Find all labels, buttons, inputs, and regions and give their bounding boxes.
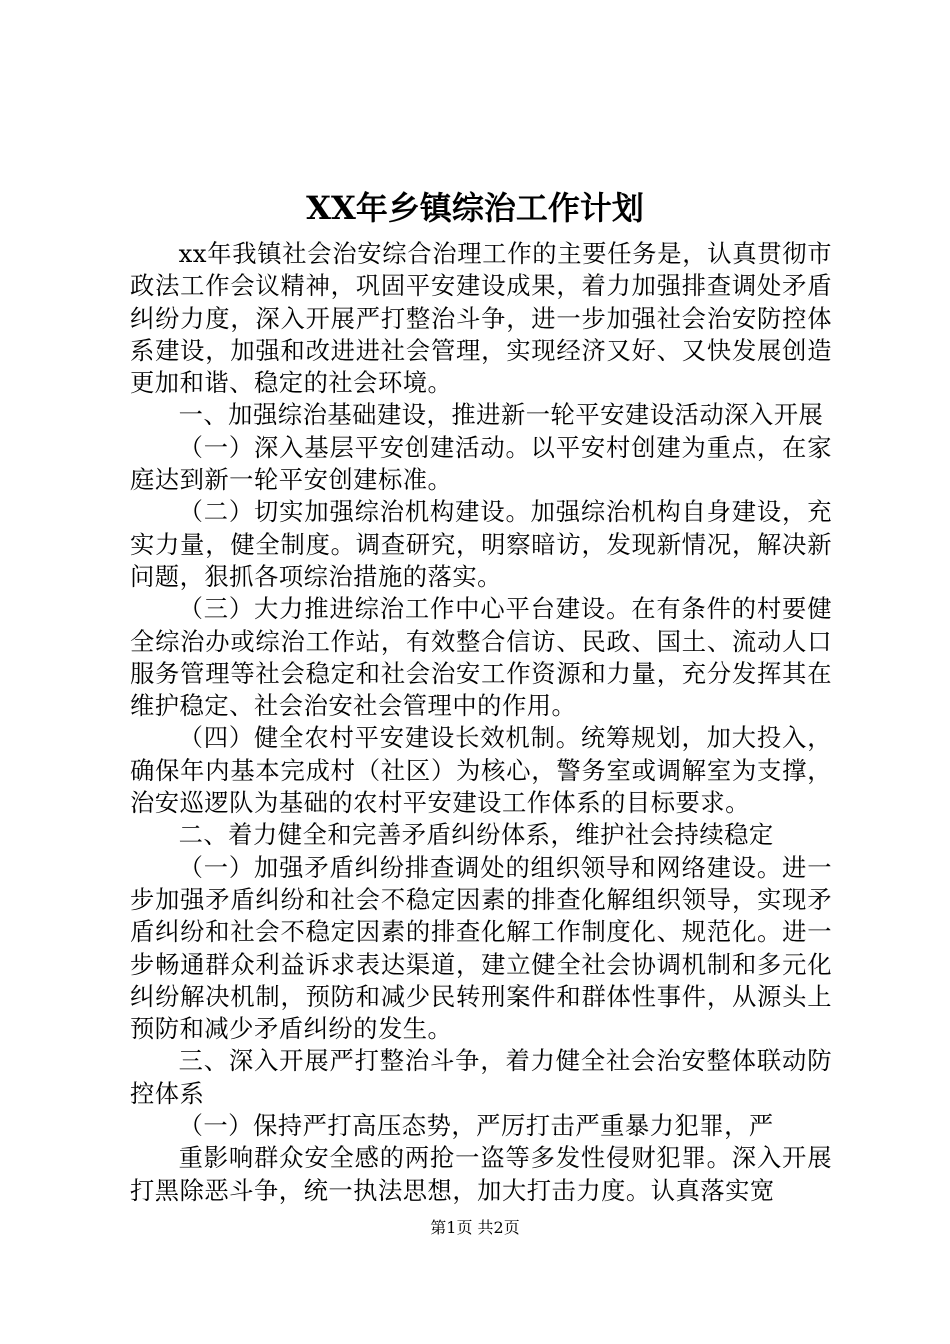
section-heading-3: 三、深入开展严打整治斗争，着力健全社会治安整体联动防控体系 (130, 1046, 832, 1108)
section-heading-1: 一、加强综治基础建设，推进新一轮平安建设活动深入开展 (178, 400, 824, 430)
paragraph-1-3: （三）大力推进综治工作中心平台建设。在有条件的村要健全综治办或综治工作站，有效整合信访、民政、国土、流动人口服务管理等社会稳定和社会治安工作资源和力量，充分发挥其在维护稳定、社会治安社会管理中的作用。 (130, 594, 832, 721)
paragraph-2-1: （一）加强矛盾纠纷排查调处的组织领导和网络建设。进一步加强矛盾纠纷和社会不稳定因素的排查化解组织领导，实现矛盾纠纷和社会不稳定因素的排查化解工作制度化、规范化。进一步畅通群众利益诉求表达渠道，建立健全社会协调机制和多元化纠纷解决机制，预防和减少民转刑案件和群体性事件，从源头上预防和减少矛盾纠纷的发生。 (130, 852, 832, 1044)
paragraph-intro: xx年我镇社会治安综合治理工作的主要任务是，认真贯彻市政法工作会议精神，巩固平安建设成果，着力加强排查调处矛盾纠纷力度，深入开展严打整治斗争，进一步加强社会治安防控体系建设，加强和改进进社会管理，实现经济又好、又快发展创造更加和谐、稳定的社会环境。 (130, 239, 832, 398)
paragraph-1-2: （二）切实加强综治机构建设。加强综治机构自身建设，充实力量，健全制度。调查研究，明察暗访，发现新情况，解决新问题，狠抓各项综治措施的落实。 (130, 497, 832, 591)
section-heading-2: 二、着力健全和完善矛盾纠纷体系，维护社会持续稳定 (178, 820, 774, 850)
paragraph-3-1-continued: 重影响群众安全感的两抢一盗等多发性侵财犯罪。深入开展打黑除恶斗争，统一执法思想，加大打击力度。认真落实宽 (130, 1143, 832, 1205)
paragraph-3-1: （一）保持严打高压态势，严厉打击严重暴力犯罪，严 (178, 1111, 774, 1141)
document-title: XX年乡镇综治工作计划 (306, 189, 644, 227)
document-body (130, 238, 832, 1207)
paragraph-1-1: （一）深入基层平安创建活动。以平安村创建为重点，在家庭达到新一轮平安创建标准。 (130, 432, 832, 495)
page-footer: 第1页 共2页 (430, 1218, 520, 1237)
paragraph-1-4: （四）健全农村平安建设长效机制。统筹规划，加大投入，确保年内基本完成村（社区）为核心，警务室或调解室为支撑，治安巡逻队为基础的农村平安建设工作体系的目标要求。 (130, 723, 832, 818)
